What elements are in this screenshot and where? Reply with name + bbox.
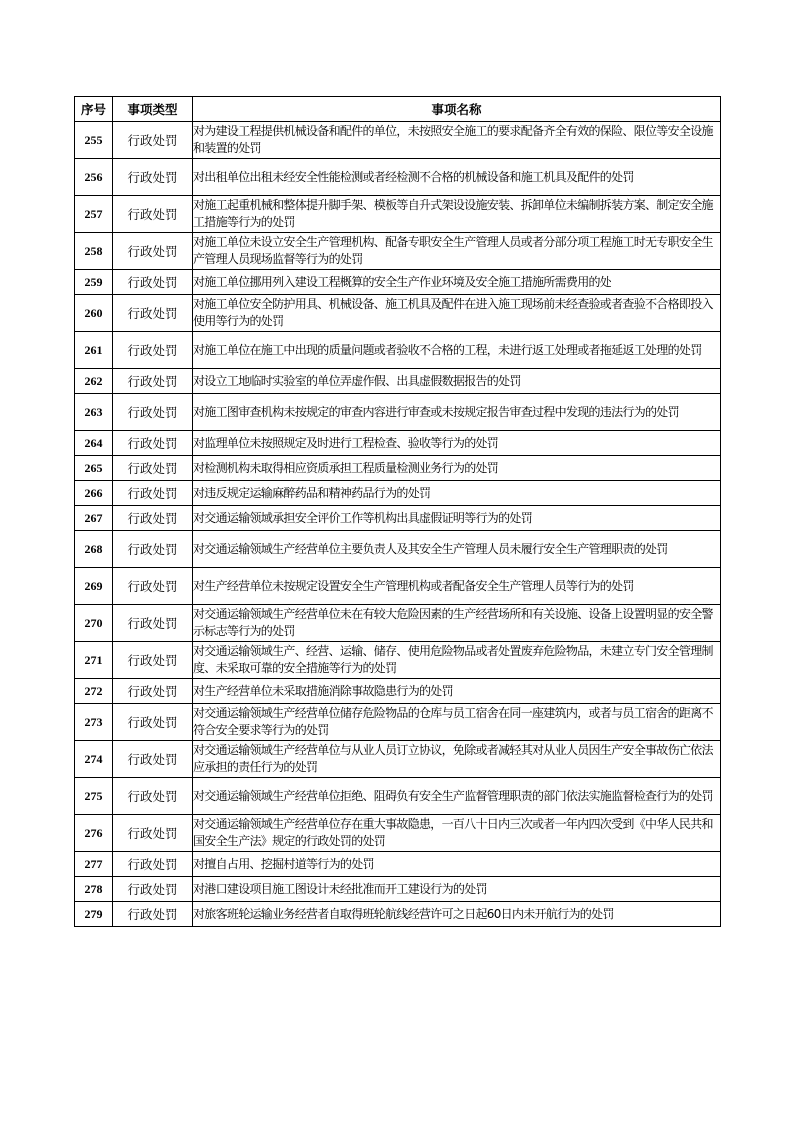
item-type-cell: 行政处罚 xyxy=(113,741,193,778)
table-row xyxy=(75,852,721,877)
penalty-items-table xyxy=(74,96,721,927)
item-name-cell: 对施工单位挪用列入建设工程概算的安全生产作业环境及安全施工措施所需费用的处 xyxy=(193,270,721,295)
table-row xyxy=(75,815,721,852)
row-number-cell: 255 xyxy=(75,122,113,159)
row-number-cell: 257 xyxy=(75,196,113,233)
table-row xyxy=(75,642,721,679)
table-row xyxy=(75,679,721,704)
item-type-cell: 行政处罚 xyxy=(113,531,193,568)
item-type-cell: 行政处罚 xyxy=(113,332,193,369)
table-row xyxy=(75,741,721,778)
table-row xyxy=(75,704,721,741)
row-number-cell: 258 xyxy=(75,233,113,270)
item-type-cell: 行政处罚 xyxy=(113,642,193,679)
item-name-cell: 对生产经营单位未采取措施消除事故隐患行为的处罚 xyxy=(193,679,721,704)
item-name-cell: 对违反规定运输麻醉药品和精神药品行为的处罚 xyxy=(193,481,721,506)
item-type-cell: 行政处罚 xyxy=(113,902,193,927)
item-type-cell: 行政处罚 xyxy=(113,270,193,295)
item-type-cell: 行政处罚 xyxy=(113,196,193,233)
item-name-cell: 对设立工地临时实验室的单位弄虚作假、出具虚假数据报告的处罚 xyxy=(193,369,721,394)
row-number-cell: 269 xyxy=(75,568,113,605)
item-type-cell: 行政处罚 xyxy=(113,852,193,877)
row-number-cell: 271 xyxy=(75,642,113,679)
item-name-cell: 对施工单位安全防护用具、机械设备、施工机具及配件在进入施工现场前未经查验或者查验不合格即投入使用等行为的处罚 xyxy=(193,295,721,332)
row-number-cell: 277 xyxy=(75,852,113,877)
item-name-cell: 对交通运输领域生产经营单位储存危险物品的仓库与员工宿舍在同一座建筑内，或者与员工宿舍的距离不符合安全要求等行为的处罚 xyxy=(193,704,721,741)
item-name-cell: 对施工起重机械和整体提升脚手架、模板等自升式架设设施安装、拆卸单位未编制拆装方案、制定安全施工措施等行为的处罚 xyxy=(193,196,721,233)
table-row xyxy=(75,159,721,196)
item-name-cell: 对擅自占用、挖掘村道等行为的处罚 xyxy=(193,852,721,877)
item-type-cell: 行政处罚 xyxy=(113,431,193,456)
row-number-cell: 273 xyxy=(75,704,113,741)
table-header-row xyxy=(75,97,721,122)
item-type-cell: 行政处罚 xyxy=(113,159,193,196)
item-name-cell: 对监理单位未按照规定及时进行工程检查、验收等行为的处罚 xyxy=(193,431,721,456)
table-row xyxy=(75,877,721,902)
item-name-cell: 对检测机构未取得相应资质承担工程质量检测业务行为的处罚 xyxy=(193,456,721,481)
table-row xyxy=(75,902,721,927)
row-number-cell: 276 xyxy=(75,815,113,852)
table-body xyxy=(75,122,721,927)
item-name-cell: 对施工单位未设立安全生产管理机构、配备专职安全生产管理人员或者分部分项工程施工时无专职安全生产管理人员现场监督等行为的处罚 xyxy=(193,233,721,270)
table-row xyxy=(75,122,721,159)
item-type-cell: 行政处罚 xyxy=(113,815,193,852)
table-row xyxy=(75,481,721,506)
table-row xyxy=(75,605,721,642)
item-type-cell: 行政处罚 xyxy=(113,568,193,605)
row-number-cell: 256 xyxy=(75,159,113,196)
table-row xyxy=(75,531,721,568)
column-header-name: 事项名称 xyxy=(193,97,721,122)
table-row xyxy=(75,270,721,295)
row-number-cell: 267 xyxy=(75,506,113,531)
item-type-cell: 行政处罚 xyxy=(113,369,193,394)
item-type-cell: 行政处罚 xyxy=(113,679,193,704)
item-name-cell: 对交通运输领域承担安全评价工作等机构出具虚假证明等行为的处罚 xyxy=(193,506,721,531)
item-name-cell: 对为建设工程提供机械设备和配件的单位，未按照安全施工的要求配备齐全有效的保险、限位等安全设施和装置的处罚 xyxy=(193,122,721,159)
item-type-cell: 行政处罚 xyxy=(113,605,193,642)
row-number-cell: 272 xyxy=(75,679,113,704)
item-type-cell: 行政处罚 xyxy=(113,506,193,531)
row-number-cell: 270 xyxy=(75,605,113,642)
row-number-cell: 259 xyxy=(75,270,113,295)
item-type-cell: 行政处罚 xyxy=(113,394,193,431)
item-type-cell: 行政处罚 xyxy=(113,456,193,481)
item-name-cell: 对施工单位在施工中出现的质量问题或者验收不合格的工程，未进行返工处理或者拖延返工处理的处罚 xyxy=(193,332,721,369)
item-type-cell: 行政处罚 xyxy=(113,481,193,506)
item-type-cell: 行政处罚 xyxy=(113,122,193,159)
table-row xyxy=(75,332,721,369)
row-number-cell: 265 xyxy=(75,456,113,481)
item-name-cell: 对交通运输领域生产经营单位未在有较大危险因素的生产经营场所和有关设施、设备上设置明显的安全警示标志等行为的处罚 xyxy=(193,605,721,642)
item-name-cell: 对交通运输领域生产经营单位主要负责人及其安全生产管理人员未履行安全生产管理职责的处罚 xyxy=(193,531,721,568)
table-row xyxy=(75,196,721,233)
item-name-cell: 对交通运输领域生产经营单位存在重大事故隐患，一百八十日内三次或者一年内四次受到《中华人民共和国安全生产法》规定的行政处罚的处罚 xyxy=(193,815,721,852)
row-number-cell: 262 xyxy=(75,369,113,394)
row-number-cell: 278 xyxy=(75,877,113,902)
item-type-cell: 行政处罚 xyxy=(113,295,193,332)
item-name-cell: 对旅客班轮运输业务经营者自取得班轮航线经营许可之日起60日内未开航行为的处罚 xyxy=(193,902,721,927)
column-header-type: 事项类型 xyxy=(113,97,193,122)
table-row xyxy=(75,394,721,431)
item-type-cell: 行政处罚 xyxy=(113,233,193,270)
item-name-cell: 对港口建设项目施工图设计未经批准而开工建设行为的处罚 xyxy=(193,877,721,902)
table-row xyxy=(75,431,721,456)
row-number-cell: 264 xyxy=(75,431,113,456)
row-number-cell: 266 xyxy=(75,481,113,506)
table-row xyxy=(75,506,721,531)
table-row xyxy=(75,568,721,605)
table-row xyxy=(75,295,721,332)
item-type-cell: 行政处罚 xyxy=(113,877,193,902)
item-type-cell: 行政处罚 xyxy=(113,778,193,815)
item-name-cell: 对交通运输领域生产经营单位拒绝、阻碍负有安全生产监督管理职责的部门依法实施监督检查行为的处罚 xyxy=(193,778,721,815)
item-name-cell: 对施工图审查机构未按规定的审查内容进行审查或未按规定报告审查过程中发现的违法行为的处罚 xyxy=(193,394,721,431)
row-number-cell: 274 xyxy=(75,741,113,778)
item-type-cell: 行政处罚 xyxy=(113,704,193,741)
table-row xyxy=(75,369,721,394)
row-number-cell: 279 xyxy=(75,902,113,927)
column-header-no: 序号 xyxy=(75,97,113,122)
item-name-cell: 对交通运输领域生产、经营、运输、储存、使用危险物品或者处置废弃危险物品，未建立专门安全管理制度、未采取可靠的安全措施等行为的处罚 xyxy=(193,642,721,679)
table-row xyxy=(75,456,721,481)
table-row xyxy=(75,233,721,270)
item-name-cell: 对出租单位出租未经安全性能检测或者经检测不合格的机械设备和施工机具及配件的处罚 xyxy=(193,159,721,196)
table-row xyxy=(75,778,721,815)
item-name-cell: 对交通运输领域生产经营单位与从业人员订立协议，免除或者减轻其对从业人员因生产安全事故伤亡依法应承担的责任行为的处罚 xyxy=(193,741,721,778)
item-name-cell: 对生产经营单位未按规定设置安全生产管理机构或者配备安全生产管理人员等行为的处罚 xyxy=(193,568,721,605)
row-number-cell: 261 xyxy=(75,332,113,369)
row-number-cell: 263 xyxy=(75,394,113,431)
row-number-cell: 260 xyxy=(75,295,113,332)
row-number-cell: 268 xyxy=(75,531,113,568)
row-number-cell: 275 xyxy=(75,778,113,815)
